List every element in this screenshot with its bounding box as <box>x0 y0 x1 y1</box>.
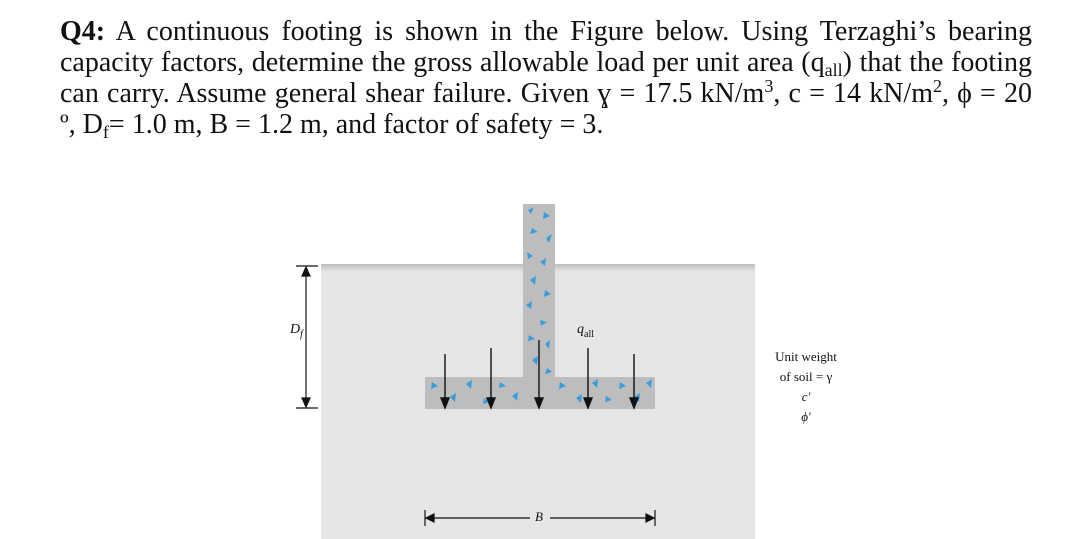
question-part-2: ) that the footing can carry. Assume general shear failure. Given ɣ = 17.5 kN/m <box>60 47 1032 109</box>
cohesion-exponent: 2 <box>932 76 942 96</box>
df-label: $D_f$ <box>290 322 303 340</box>
q-all-label: $q_{all}$ <box>577 322 594 340</box>
question-number: Q4: <box>60 16 106 47</box>
unit-weight-line-1: Unit weight <box>775 349 837 364</box>
df-subscript: f <box>102 122 109 142</box>
question-part-4: , ϕ = 20 º, D <box>60 78 1032 140</box>
b-label: B <box>535 509 543 524</box>
friction-angle-label: ϕ′ <box>801 409 811 424</box>
question-part-5: = 1.0 m, B = 1.2 m, and factor of safety = 3. <box>108 109 604 140</box>
soil-properties-label <box>765 347 847 427</box>
cohesion-label: c′ <box>801 389 811 404</box>
question-part-3: , c = 14 kN/m <box>773 78 933 109</box>
q-all-subscript: all <box>824 60 843 80</box>
unit-weight-exponent: 3 <box>764 76 774 96</box>
question-part-1: A continuous footing is shown in the Figure below. Using Terzaghi’s bearing capacity factors, determine the gross allowable load per unit area (q <box>60 16 1032 78</box>
unit-weight-line-2: of soil = γ <box>779 369 833 384</box>
